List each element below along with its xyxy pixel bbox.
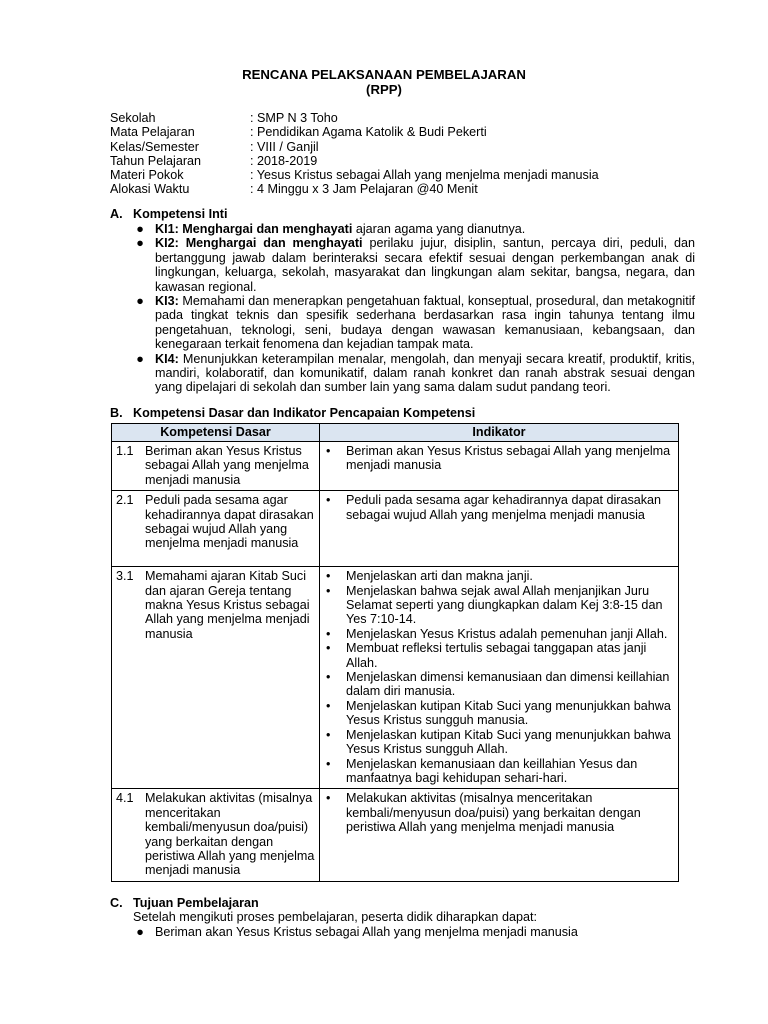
table-row xyxy=(112,491,679,567)
identity-value: : SMP N 3 Toho xyxy=(250,111,338,125)
identity-row xyxy=(110,140,599,154)
indikator-text: Peduli pada sesama agar kehadirannya dapat dirasakan sebagai wujud Allah yang menjelma menjadi manusia xyxy=(346,493,662,522)
identity-row xyxy=(110,168,599,182)
bullet-icon: ● xyxy=(136,351,144,366)
ki-text: Menunjukkan keterampilan menalar, mengolah, dan menyaji secara kreatif, produktif, kritis, mandiri, kolaboratif, dan komunikatif, dalam ranah konkret dan ranah abstrak sesuai dengan yang dipelajari di sekolah dan sumber lain yang sama dalam sudut pandang teori. xyxy=(155,351,695,395)
kd-cell xyxy=(112,491,320,567)
indikator-text: Melakukan aktivitas (misalnya menceritakan kembali/menyusun doa/puisi) yang berkaitan dengan peristiwa Allah yang menjelma menjadi manusia xyxy=(346,791,641,835)
kompetensi-table xyxy=(111,423,679,882)
title-line-2: (RPP) xyxy=(366,82,402,97)
indikator-text: Membuat refleksi tertulis sebagai tanggapan atas janji Allah. xyxy=(346,641,647,670)
section-letter: B. xyxy=(110,406,123,420)
bullet-icon: ● xyxy=(136,236,144,251)
kd-text: Melakukan aktivitas (misalnya menceritakan kembali/menyusun doa/puisi) yang berkaitan dengan peristiwa Allah yang menjelma menjadi manusia xyxy=(145,791,315,878)
identity-value: : 4 Minggu x 3 Jam Pelajaran @40 Menit xyxy=(250,182,478,197)
list-item xyxy=(324,728,674,757)
bullet-icon: • xyxy=(326,698,331,713)
identity-row xyxy=(110,154,599,168)
section-b-heading xyxy=(110,406,475,421)
indikator-cell xyxy=(320,567,679,789)
kd-number: 2.1 xyxy=(116,493,134,508)
indikator-text: Menjelaskan arti dan makna janji. xyxy=(346,569,533,584)
list-item xyxy=(324,627,674,641)
indikator-text: Menjelaskan kutipan Kitab Suci yang menunjukkan bahwa Yesus Kristus sungguh manusia. xyxy=(346,698,671,728)
kd-number: 1.1 xyxy=(116,444,134,458)
kd-cell xyxy=(112,442,320,491)
indikator-text: Menjelaskan Yesus Kristus adalah pemenuhan janji Allah. xyxy=(346,626,668,641)
table-header-row xyxy=(112,424,679,442)
identity-label: Kelas/Semester xyxy=(110,139,199,154)
indikator-cell xyxy=(320,789,679,881)
indikator-text: Menjelaskan bahwa sejak awal Allah menjanjikan Juru Selamat seperti yang diungkapkan dalam Kej 3:8-15 dan Yes 7:10-14. xyxy=(346,583,663,627)
identity-value: : VIII / Ganjil xyxy=(250,139,319,154)
kd-number: 4.1 xyxy=(116,791,134,806)
table-row xyxy=(112,789,679,881)
bullet-icon: • xyxy=(326,493,331,508)
identity-row xyxy=(110,111,599,125)
identity-label: Tahun Pelajaran xyxy=(110,153,202,168)
bullet-icon: • xyxy=(326,626,331,641)
bullet-icon: • xyxy=(326,756,331,771)
column-header-kd: Kompetensi Dasar xyxy=(112,424,320,442)
ki-text: Memahami dan menerapkan pengetahuan faktual, konseptual, prosedural, dan metakognitif pada tingkat teknis dan spesifik sederhana berdasarkan rasa ingin tahunya tentang ilmu pengetahuan, teknologi, seni, budaya dengan wawasan kemanusiaan, kebangsaan, dan kenegaraan terkait fenomena dan kejadian tampak mata. xyxy=(155,294,695,352)
identity-label: Mata Pelajaran xyxy=(110,125,195,140)
section-a-heading xyxy=(110,207,227,222)
list-item xyxy=(324,641,674,670)
list-item xyxy=(324,791,674,834)
bullet-icon: ● xyxy=(136,925,144,939)
kompetensi-inti-list xyxy=(133,222,695,395)
tujuan-description: Setelah mengikuti proses pembelajaran, peserta didik diharapkan dapat: xyxy=(133,910,537,924)
section-title: Tujuan Pembelajaran xyxy=(133,896,259,910)
kd-number: 3.1 xyxy=(116,569,134,584)
list-item xyxy=(133,294,695,352)
kd-text: Peduli pada sesama agar kehadirannya dapat dirasakan sebagai wujud Allah yang menjelma menjadi manusia xyxy=(145,493,314,551)
identity-label: Alokasi Waktu xyxy=(110,182,190,197)
indikator-cell xyxy=(320,442,679,491)
list-item xyxy=(133,925,578,940)
indikator-text: Menjelaskan kemanusiaan dan keillahian Yesus dan manfaatnya bagi kehidupan sehari-hari. xyxy=(346,756,638,785)
kd-text: Beriman akan Yesus Kristus sebagai Allah yang menjelma menjadi manusia xyxy=(145,444,309,487)
document-title xyxy=(0,67,768,97)
ki-label: KI4: xyxy=(155,351,179,366)
identity-value: : Yesus Kristus sebagai Allah yang menjelma menjadi manusia xyxy=(250,168,599,183)
bullet-icon: ● xyxy=(136,294,144,309)
section-letter: C. xyxy=(110,896,123,910)
kd-text: Memahami ajaran Kitab Suci dan ajaran Gereja tentang makna Yesus Kristus sebagai Allah yang menjelma menjadi manusia xyxy=(145,569,310,641)
bullet-icon: • xyxy=(326,641,331,656)
list-item xyxy=(324,699,674,728)
bullet-icon: • xyxy=(326,569,331,584)
list-item xyxy=(324,584,674,627)
ki-text: ajaran agama yang dianutnya. xyxy=(352,222,526,236)
list-item xyxy=(133,222,695,236)
table-row xyxy=(112,442,679,491)
identity-block xyxy=(110,111,599,197)
section-c-heading xyxy=(110,896,259,911)
column-header-indikator: Indikator xyxy=(320,424,679,442)
indikator-text: Menjelaskan dimensi kemanusiaan dan dimensi keillahian dalam diri manusia. xyxy=(346,670,670,699)
indikator-text: Menjelaskan kutipan Kitab Suci yang menunjukkan bahwa Yesus Kristus sungguh Allah. xyxy=(346,727,671,757)
kd-cell xyxy=(112,567,320,789)
identity-value: : 2018-2019 xyxy=(250,153,318,168)
list-item xyxy=(324,569,674,583)
section-title: Kompetensi Inti xyxy=(133,207,228,221)
identity-label: Materi Pokok xyxy=(110,168,184,183)
bullet-icon: • xyxy=(326,670,331,685)
section-letter: A. xyxy=(110,207,123,221)
bullet-icon: • xyxy=(326,727,331,742)
list-item xyxy=(324,444,674,473)
indikator-cell xyxy=(320,491,679,567)
bullet-icon: • xyxy=(326,444,331,458)
list-item xyxy=(324,670,674,699)
table-row xyxy=(112,567,679,789)
indikator-text: Beriman akan Yesus Kristus sebagai Allah yang menjelma menjadi manusia xyxy=(346,444,671,473)
list-item xyxy=(133,352,695,395)
bullet-icon: • xyxy=(326,791,331,806)
identity-label: Sekolah xyxy=(110,111,156,125)
section-title: Kompetensi Dasar dan Indikator Pencapaian Kompetensi xyxy=(133,406,476,420)
tujuan-text: Beriman akan Yesus Kristus sebagai Allah yang menjelma menjadi manusia xyxy=(155,925,578,939)
list-item xyxy=(324,493,674,522)
ki-label: KI2: Menghargai dan menghayati xyxy=(155,236,363,251)
identity-row xyxy=(110,182,599,196)
bullet-icon: • xyxy=(326,583,331,598)
tujuan-list xyxy=(133,925,578,940)
title-line-1: RENCANA PELAKSANAAN PEMBELAJARAN xyxy=(242,67,526,82)
bullet-icon: ● xyxy=(136,222,144,236)
kd-cell xyxy=(112,789,320,881)
identity-value: : Pendidikan Agama Katolik & Budi Pekerti xyxy=(250,125,487,140)
ki-label: KI1: Menghargai dan menghayati xyxy=(155,222,353,236)
list-item xyxy=(133,236,695,294)
list-item xyxy=(324,757,674,786)
ki-text: perilaku jujur, disiplin, santun, percaya diri, peduli, dan bertanggung jawab dalam berinteraksi secara efektif sesuai dengan perkembangan anak di lingkungan, keluarga, sekolah, masyarakat dan lingkungan alam sekitar, bangsa, negara, dan kawasan regional. xyxy=(155,236,695,294)
identity-row xyxy=(110,125,599,139)
ki-label: KI3: xyxy=(155,294,179,309)
